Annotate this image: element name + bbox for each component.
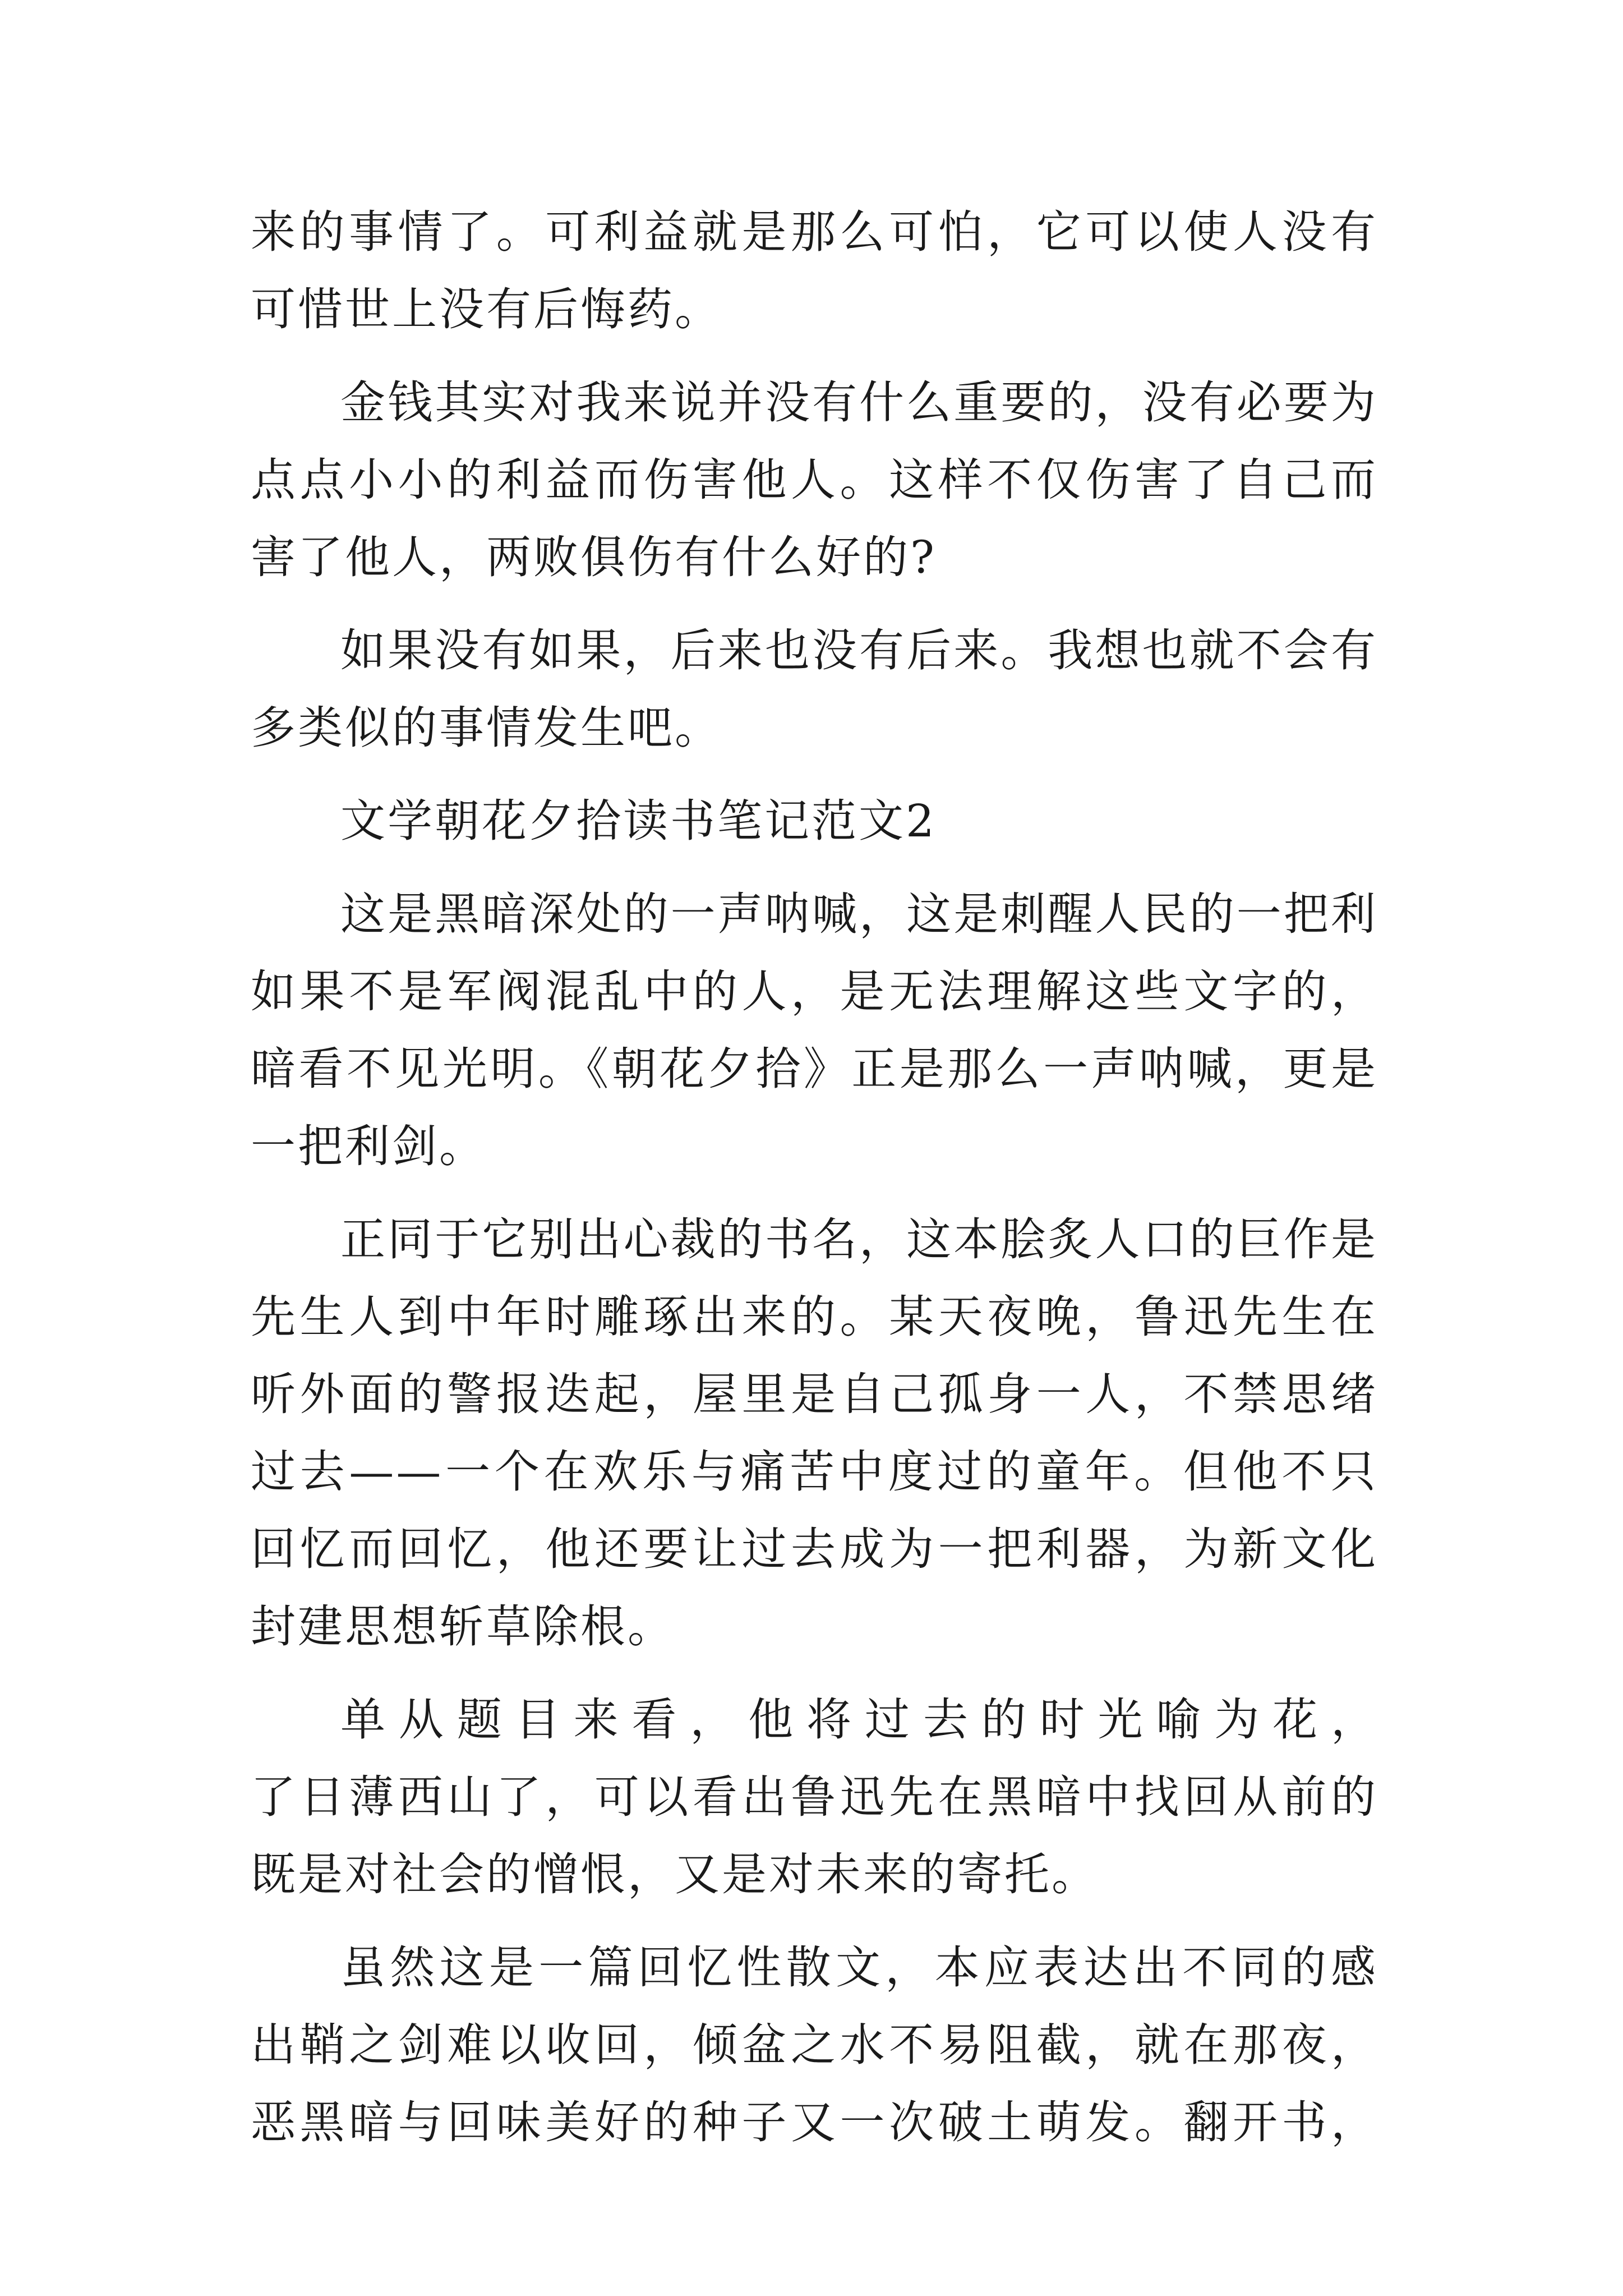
- text-line: 多类似的事情发生吧。: [251, 702, 722, 754]
- text-line: 一把利剑。: [251, 1120, 486, 1172]
- text-line: 出鞘之剑难以收回，倾盆之水不易阻截，就在那夜，: [251, 2019, 1378, 2071]
- text-line: 点点小小的利益而伤害他人。这样不仅伤害了自己而: [251, 454, 1378, 506]
- text-line: 了日薄西山了，可以看出鲁迅先在黑暗中找回从前的: [251, 1771, 1378, 1823]
- text-line: 恶黑暗与回味美好的种子又一次破土萌发。翻开书，: [251, 2096, 1378, 2148]
- document-body: [251, 194, 1378, 2161]
- text-line: 如果没有如果，后来也没有后来。我想也就不会有: [340, 624, 1378, 677]
- text-line: 这是黑暗深处的一声呐喊，这是刺醒人民的一把利: [340, 888, 1378, 940]
- text-line: 过去——一个在欢乐与痛苦中度过的童年。但他不只: [251, 1446, 1378, 1498]
- text-line: 如果不是军阀混乱中的人，是无法理解这些文字的，: [251, 965, 1378, 1018]
- text-line: 害了他人，两败俱伤有什么好的?: [251, 531, 937, 583]
- text-line: 封建思想斩草除根。: [251, 1600, 675, 1653]
- text-line: 金钱其实对我来说并没有什么重要的，没有必要为: [340, 376, 1378, 429]
- section-heading: 文学朝花夕拾读书笔记范文2: [340, 795, 937, 847]
- text-line: 听外面的警报迭起，屋里是自己孤身一人，不禁思绪: [251, 1368, 1378, 1420]
- text-line: 单从题目来看，他将过去的时光喻为花，: [340, 1694, 1378, 1746]
- text-line: 可惜世上没有后悔药。: [251, 283, 722, 335]
- text-line: 回忆而回忆，他还要让过去成为一把利器，为新文化: [251, 1523, 1378, 1575]
- text-line: 先生人到中年时雕琢出来的。某天夜晚，鲁迅先生在: [251, 1291, 1378, 1343]
- text-line: 来的事情了。可利益就是那么可怕，它可以使人没有: [251, 206, 1378, 258]
- text-line: 正同于它别出心裁的书名，这本脍炙人口的巨作是: [340, 1213, 1378, 1266]
- text-line: 既是对社会的憎恨，又是对未来的寄托。: [251, 1848, 1099, 1901]
- text-line: 虽然这是一篇回忆性散文，本应表达出不同的感: [340, 1941, 1378, 1994]
- text-line: 暗看不见光明。《朝花夕拾》正是那么一声呐喊，更是: [251, 1043, 1378, 1095]
